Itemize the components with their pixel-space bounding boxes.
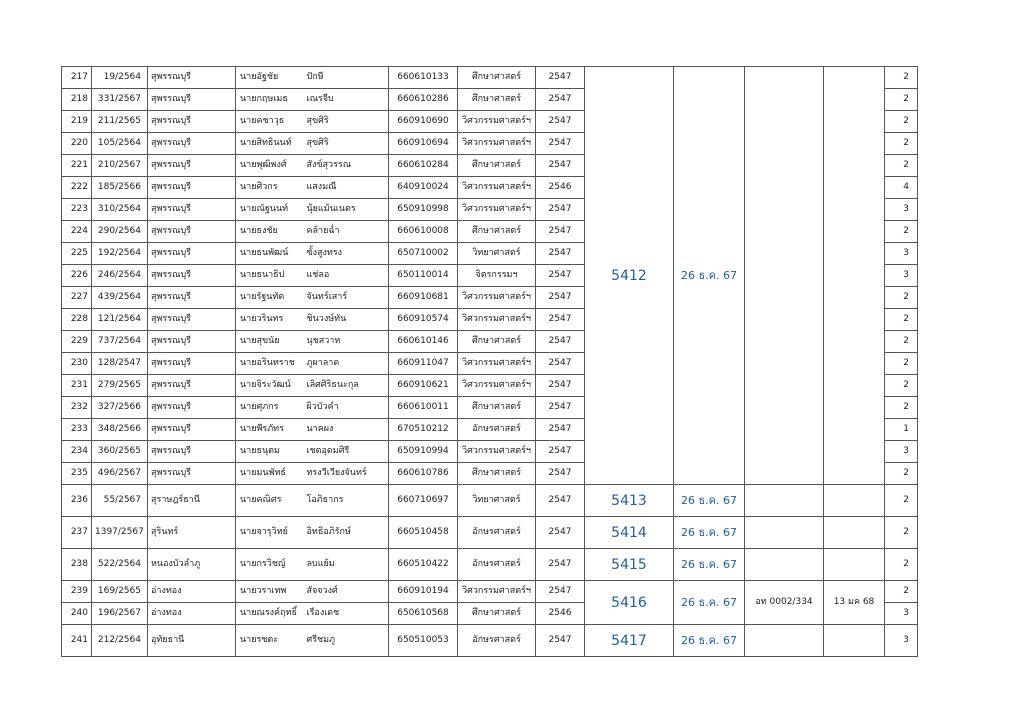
case-number-cell: 210/2567 [92, 155, 148, 177]
student-id-cell: 660910694 [389, 133, 458, 155]
case-number-cell: 19/2564 [92, 67, 148, 89]
province-cell: อ่างทอง [148, 603, 236, 625]
count-cell: 3 [885, 441, 918, 463]
count-cell: 2 [885, 353, 918, 375]
surname-cell: อิทธิอภิรักษ์ [304, 517, 389, 549]
province-cell: หนองบัวลำภู [148, 549, 236, 581]
first-name-cell: นายรชตะ [236, 625, 304, 657]
province-cell: สุพรรณบุรี [148, 441, 236, 463]
first-name-cell: นายวราเทพ [236, 581, 304, 603]
surname-cell: สุขศิริ [304, 133, 389, 155]
reference-date-cell [824, 549, 885, 581]
province-cell: สุพรรณบุรี [148, 111, 236, 133]
surname-cell: จันทร์เสาร์ [304, 287, 389, 309]
birth-year-cell: 2547 [536, 199, 585, 221]
birth-year-cell: 2547 [536, 155, 585, 177]
case-number-cell: 128/2547 [92, 353, 148, 375]
case-number-cell: 211/2565 [92, 111, 148, 133]
record-number-cell: 230 [62, 353, 92, 375]
count-cell: 3 [885, 265, 918, 287]
student-id-cell: 650510053 [389, 625, 458, 657]
birth-year-cell: 2547 [536, 625, 585, 657]
record-number-cell: 217 [62, 67, 92, 89]
first-name-cell: นายวรินทร [236, 309, 304, 331]
province-cell: สุพรรณบุรี [148, 419, 236, 441]
count-cell: 3 [885, 603, 918, 625]
count-cell: 2 [885, 221, 918, 243]
surname-cell: เชตอุดมศิรี [304, 441, 389, 463]
surname-cell: แช่ลอ [304, 265, 389, 287]
case-number-cell: 331/2567 [92, 89, 148, 111]
record-number-cell: 221 [62, 155, 92, 177]
first-name-cell: นายรัฐนทัต [236, 287, 304, 309]
record-number-cell: 223 [62, 199, 92, 221]
book-date-cell: 26 ธ.ค. 67 [674, 549, 745, 581]
reference-number-cell: อท 0002/334 [745, 581, 824, 625]
surname-cell: นาคผง [304, 419, 389, 441]
birth-year-cell: 2547 [536, 463, 585, 485]
case-number-cell: 327/2566 [92, 397, 148, 419]
surname-cell: ผิวบัวคำ [304, 397, 389, 419]
faculty-cell: ศึกษาศาสตร์ [458, 397, 536, 419]
record-number-cell: 235 [62, 463, 92, 485]
record-number-cell: 231 [62, 375, 92, 397]
surname-cell: สังข์สุวรรณ [304, 155, 389, 177]
reference-date-cell [824, 485, 885, 517]
record-number-cell: 237 [62, 517, 92, 549]
first-name-cell: นายณัฐนนท์ [236, 199, 304, 221]
reference-number-cell [745, 625, 824, 657]
count-cell: 2 [885, 309, 918, 331]
first-name-cell: นายคชาวุธ [236, 111, 304, 133]
reference-number-cell [745, 485, 824, 517]
province-cell: อุทัยธานี [148, 625, 236, 657]
birth-year-cell: 2547 [536, 517, 585, 549]
count-cell: 2 [885, 111, 918, 133]
faculty-cell: วิทยาศาสตร์ [458, 485, 536, 517]
birth-year-cell: 2547 [536, 331, 585, 353]
table-row [62, 625, 918, 657]
faculty-cell: วิศวกรรมศาสตร์ฯ [458, 111, 536, 133]
faculty-cell: ศึกษาศาสตร์ [458, 221, 536, 243]
book-date-cell: 26 ธ.ค. 67 [674, 67, 745, 485]
record-number-cell: 228 [62, 309, 92, 331]
book-number-cell: 5413 [585, 485, 674, 517]
count-cell: 4 [885, 177, 918, 199]
faculty-cell: วิทยาศาสตร์ [458, 243, 536, 265]
first-name-cell: นายอรินทราช [236, 353, 304, 375]
surname-cell: โอภิธากร [304, 485, 389, 517]
first-name-cell: นายจิระวัฒน์ [236, 375, 304, 397]
student-id-cell: 650910994 [389, 441, 458, 463]
first-name-cell: นายอัฐชัย [236, 67, 304, 89]
province-cell: สุพรรณบุรี [148, 221, 236, 243]
record-number-cell: 234 [62, 441, 92, 463]
birth-year-cell: 2547 [536, 375, 585, 397]
birth-year-cell: 2547 [536, 287, 585, 309]
count-cell: 2 [885, 549, 918, 581]
faculty-cell: ศึกษาศาสตร์ [458, 67, 536, 89]
book-number-cell: 5417 [585, 625, 674, 657]
student-id-cell: 660510458 [389, 517, 458, 549]
surname-cell: สัจจวงศ์ [304, 581, 389, 603]
student-id-cell: 650110014 [389, 265, 458, 287]
surname-cell: ภูผาลาด [304, 353, 389, 375]
surname-cell: เลิศศิริธนะกุล [304, 375, 389, 397]
faculty-cell: ศึกษาศาสตร์ [458, 89, 536, 111]
count-cell: 2 [885, 581, 918, 603]
student-id-cell: 660610786 [389, 463, 458, 485]
book-date-cell: 26 ธ.ค. 67 [674, 485, 745, 517]
count-cell: 2 [885, 397, 918, 419]
first-name-cell: นายพุฒิพงศ์ [236, 155, 304, 177]
province-cell: สุพรรณบุรี [148, 89, 236, 111]
student-id-cell: 650910998 [389, 199, 458, 221]
student-id-cell: 640910024 [389, 177, 458, 199]
reference-date-cell [824, 517, 885, 549]
count-cell: 2 [885, 375, 918, 397]
reference-number-cell [745, 549, 824, 581]
province-cell: สุพรรณบุรี [148, 243, 236, 265]
table-row [62, 67, 918, 89]
book-date-cell: 26 ธ.ค. 67 [674, 517, 745, 549]
student-id-cell: 660910681 [389, 287, 458, 309]
book-date-cell: 26 ธ.ค. 67 [674, 625, 745, 657]
first-name-cell: นายศิวกร [236, 177, 304, 199]
student-id-cell: 670510212 [389, 419, 458, 441]
province-cell: อ่างทอง [148, 581, 236, 603]
first-name-cell: นายศุภกร [236, 397, 304, 419]
birth-year-cell: 2547 [536, 111, 585, 133]
student-id-cell: 660911047 [389, 353, 458, 375]
case-number-cell: 121/2564 [92, 309, 148, 331]
faculty-cell: วิศวกรรมศาสตร์ฯ [458, 441, 536, 463]
first-name-cell: นายจารุวิทย์ [236, 517, 304, 549]
student-id-cell: 660610011 [389, 397, 458, 419]
case-number-cell: 496/2567 [92, 463, 148, 485]
birth-year-cell: 2547 [536, 549, 585, 581]
province-cell: สุพรรณบุรี [148, 199, 236, 221]
surname-cell: ปักษี [304, 67, 389, 89]
birth-year-cell: 2547 [536, 221, 585, 243]
first-name-cell: นายกรวิชญ์ [236, 549, 304, 581]
province-cell: สุพรรณบุรี [148, 353, 236, 375]
student-id-cell: 660910194 [389, 581, 458, 603]
faculty-cell: อักษรศาสตร์ [458, 625, 536, 657]
first-name-cell: นายธนาธิป [236, 265, 304, 287]
faculty-cell: วิศวกรรมศาสตร์ฯ [458, 287, 536, 309]
surname-cell: แสงมณี [304, 177, 389, 199]
province-cell: สุพรรณบุรี [148, 265, 236, 287]
case-number-cell: 348/2566 [92, 419, 148, 441]
book-date-cell: 26 ธ.ค. 67 [674, 581, 745, 625]
province-cell: สุพรรณบุรี [148, 331, 236, 353]
surname-cell: นุ้ยแม้นเนตร [304, 199, 389, 221]
first-name-cell: นายธงชัย [236, 221, 304, 243]
reference-date-cell: 13 มค 68 [824, 581, 885, 625]
province-cell: สุพรรณบุรี [148, 463, 236, 485]
birth-year-cell: 2547 [536, 243, 585, 265]
faculty-cell: วิศวกรรมศาสตร์ฯ [458, 581, 536, 603]
case-number-cell: 1397/2567 [92, 517, 148, 549]
first-name-cell: นายคณิศร [236, 485, 304, 517]
surname-cell: คล้ายฉ่ำ [304, 221, 389, 243]
record-number-cell: 232 [62, 397, 92, 419]
surname-cell: ชินวงษ์ทัน [304, 309, 389, 331]
case-number-cell: 737/2564 [92, 331, 148, 353]
record-number-cell: 227 [62, 287, 92, 309]
case-number-cell: 310/2564 [92, 199, 148, 221]
record-number-cell: 229 [62, 331, 92, 353]
count-cell: 2 [885, 287, 918, 309]
reference-number-cell [745, 517, 824, 549]
first-name-cell: นายสิทธินนท์ [236, 133, 304, 155]
surname-cell: เรืองเดช [304, 603, 389, 625]
faculty-cell: ศึกษาศาสตร์ [458, 603, 536, 625]
birth-year-cell: 2547 [536, 581, 585, 603]
birth-year-cell: 2547 [536, 309, 585, 331]
records-table [61, 66, 918, 657]
faculty-cell: วิศวกรรมศาสตร์ฯ [458, 353, 536, 375]
record-number-cell: 238 [62, 549, 92, 581]
table-row [62, 517, 918, 549]
case-number-cell: 105/2564 [92, 133, 148, 155]
record-number-cell: 222 [62, 177, 92, 199]
book-number-cell: 5414 [585, 517, 674, 549]
surname-cell: ศรีชมภู [304, 625, 389, 657]
birth-year-cell: 2547 [536, 441, 585, 463]
table-row [62, 485, 918, 517]
count-cell: 2 [885, 485, 918, 517]
reference-number-cell [745, 67, 824, 485]
province-cell: สุพรรณบุรี [148, 133, 236, 155]
birth-year-cell: 2547 [536, 485, 585, 517]
case-number-cell: 212/2564 [92, 625, 148, 657]
faculty-cell: ศึกษาศาสตร์ [458, 331, 536, 353]
case-number-cell: 185/2566 [92, 177, 148, 199]
birth-year-cell: 2547 [536, 67, 585, 89]
count-cell: 2 [885, 89, 918, 111]
birth-year-cell: 2547 [536, 133, 585, 155]
province-cell: สุพรรณบุรี [148, 155, 236, 177]
faculty-cell: ศึกษาศาสตร์ [458, 463, 536, 485]
record-number-cell: 220 [62, 133, 92, 155]
record-number-cell: 218 [62, 89, 92, 111]
count-cell: 2 [885, 133, 918, 155]
case-number-cell: 55/2567 [92, 485, 148, 517]
student-id-cell: 660610008 [389, 221, 458, 243]
faculty-cell: วิศวกรรมศาสตร์ฯ [458, 309, 536, 331]
faculty-cell: วิศวกรรมศาสตร์ฯ [458, 177, 536, 199]
count-cell: 3 [885, 199, 918, 221]
province-cell: สุพรรณบุรี [148, 67, 236, 89]
student-id-cell: 660510422 [389, 549, 458, 581]
surname-cell: ลบแย้ม [304, 549, 389, 581]
count-cell: 2 [885, 517, 918, 549]
faculty-cell: ศึกษาศาสตร์ [458, 155, 536, 177]
case-number-cell: 360/2565 [92, 441, 148, 463]
faculty-cell: อักษรศาสตร์ [458, 419, 536, 441]
case-number-cell: 246/2564 [92, 265, 148, 287]
student-id-cell: 660610133 [389, 67, 458, 89]
birth-year-cell: 2547 [536, 419, 585, 441]
record-number-cell: 224 [62, 221, 92, 243]
book-number-cell: 5415 [585, 549, 674, 581]
record-number-cell: 241 [62, 625, 92, 657]
province-cell: สุพรรณบุรี [148, 287, 236, 309]
student-id-cell: 650610568 [389, 603, 458, 625]
student-id-cell: 660910621 [389, 375, 458, 397]
student-id-cell: 660910690 [389, 111, 458, 133]
record-number-cell: 233 [62, 419, 92, 441]
record-number-cell: 236 [62, 485, 92, 517]
count-cell: 2 [885, 463, 918, 485]
province-cell: สุพรรณบุรี [148, 177, 236, 199]
count-cell: 2 [885, 331, 918, 353]
table-row [62, 549, 918, 581]
birth-year-cell: 2547 [536, 353, 585, 375]
first-name-cell: นายมนพัทธ์ [236, 463, 304, 485]
record-number-cell: 226 [62, 265, 92, 287]
record-number-cell: 239 [62, 581, 92, 603]
student-id-cell: 660710697 [389, 485, 458, 517]
first-name-cell: นายสุขนัย [236, 331, 304, 353]
first-name-cell: นายพีรภัทร [236, 419, 304, 441]
reference-date-cell [824, 625, 885, 657]
book-number-cell: 5416 [585, 581, 674, 625]
faculty-cell: อักษรศาสตร์ [458, 549, 536, 581]
record-number-cell: 240 [62, 603, 92, 625]
count-cell: 3 [885, 243, 918, 265]
birth-year-cell: 2547 [536, 265, 585, 287]
case-number-cell: 279/2565 [92, 375, 148, 397]
student-id-cell: 650710002 [389, 243, 458, 265]
province-cell: สุรินทร์ [148, 517, 236, 549]
count-cell: 3 [885, 625, 918, 657]
faculty-cell: จิตรกรรมฯ [458, 265, 536, 287]
student-id-cell: 660610286 [389, 89, 458, 111]
case-number-cell: 439/2564 [92, 287, 148, 309]
faculty-cell: วิศวกรรมศาสตร์ฯ [458, 133, 536, 155]
table-row [62, 581, 918, 603]
book-number-cell: 5412 [585, 67, 674, 485]
birth-year-cell: 2546 [536, 177, 585, 199]
faculty-cell: วิศวกรรมศาสตร์ฯ [458, 375, 536, 397]
case-number-cell: 192/2564 [92, 243, 148, 265]
student-id-cell: 660610284 [389, 155, 458, 177]
surname-cell: ทรงวีเวียงจันทร์ [304, 463, 389, 485]
table-body [62, 67, 918, 657]
birth-year-cell: 2546 [536, 603, 585, 625]
birth-year-cell: 2547 [536, 89, 585, 111]
student-id-cell: 660610146 [389, 331, 458, 353]
count-cell: 1 [885, 419, 918, 441]
record-number-cell: 225 [62, 243, 92, 265]
case-number-cell: 169/2565 [92, 581, 148, 603]
province-cell: สุพรรณบุรี [148, 397, 236, 419]
first-name-cell: นายธนุตม [236, 441, 304, 463]
first-name-cell: นายธนพัฒน์ [236, 243, 304, 265]
birth-year-cell: 2547 [536, 397, 585, 419]
faculty-cell: วิศวกรรมศาสตร์ฯ [458, 199, 536, 221]
case-number-cell: 290/2564 [92, 221, 148, 243]
surname-cell: เณรจีบ [304, 89, 389, 111]
count-cell: 2 [885, 67, 918, 89]
count-cell: 2 [885, 155, 918, 177]
record-number-cell: 219 [62, 111, 92, 133]
faculty-cell: อักษรศาสตร์ [458, 517, 536, 549]
case-number-cell: 196/2567 [92, 603, 148, 625]
first-name-cell: นายณรงค์ฤทธิ์ [236, 603, 304, 625]
surname-cell: สุขศิริ [304, 111, 389, 133]
province-cell: สุพรรณบุรี [148, 375, 236, 397]
surname-cell: นุชสวาท [304, 331, 389, 353]
first-name-cell: นายกฤษเมธ [236, 89, 304, 111]
province-cell: สุราษฎร์ธานี [148, 485, 236, 517]
surname-cell: ซั้งสูงทรง [304, 243, 389, 265]
case-number-cell: 522/2564 [92, 549, 148, 581]
reference-date-cell [824, 67, 885, 485]
student-id-cell: 660910574 [389, 309, 458, 331]
province-cell: สุพรรณบุรี [148, 309, 236, 331]
